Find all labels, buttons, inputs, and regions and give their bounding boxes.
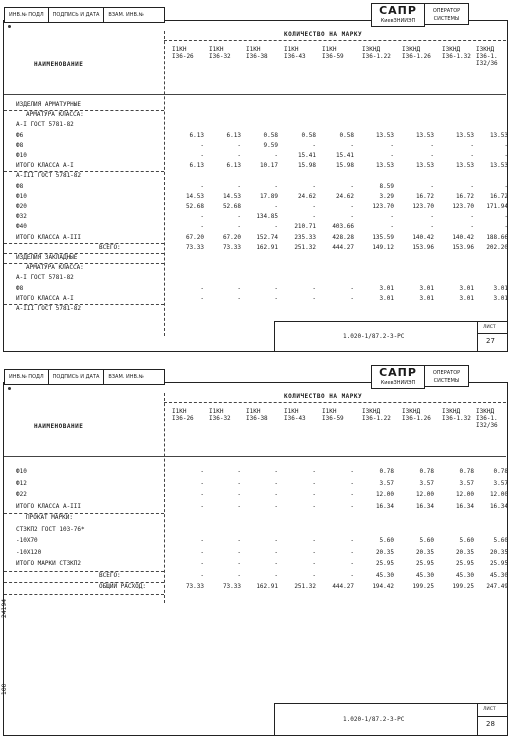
column-header: I3КНД I36-1.22 [362, 408, 391, 422]
table-cell: 20.35 [375, 548, 394, 556]
table-cell: 12.00 [415, 491, 434, 498]
row-label: ВСЕГО: [99, 571, 121, 579]
row-label: ИТОГО КЛАССА А-I [16, 162, 74, 170]
table-cell: 171.94 [486, 203, 508, 210]
table-cell: 6.13 [189, 162, 204, 170]
operator-line1: ОПЕРАТОР [432, 370, 461, 376]
stamp-cell: ПОДПИСЬ И ДАТА [49, 370, 105, 384]
table-cell: 403.66 [332, 223, 354, 231]
table-cell: - [390, 223, 394, 231]
table-cell: - [350, 571, 354, 579]
table-cell: 13.53 [375, 131, 394, 139]
table-cell: - [200, 479, 204, 487]
table-cell: 13.53 [415, 131, 434, 139]
row-label: Ф12 [16, 479, 27, 487]
row-label: -10Х120 [16, 548, 42, 556]
table-cell: - [237, 223, 241, 231]
table-cell: - [350, 294, 354, 302]
table-cell: 0.58 [301, 131, 316, 139]
column-header: I1КН I36-38 [246, 46, 268, 60]
table-cell: 199.25 [452, 583, 474, 590]
table-cell: - [350, 491, 354, 498]
table-cell: 251.32 [294, 583, 316, 590]
table-cell: - [390, 152, 394, 159]
table-cell: - [350, 141, 354, 149]
table-cell: - [274, 152, 278, 159]
table-cell: 13.53 [375, 162, 394, 170]
table-cell: 3.01 [493, 294, 508, 302]
table-cell: 16.34 [375, 502, 394, 510]
table-cell: 3.01 [379, 284, 394, 292]
row-label: Ф32 [16, 213, 27, 221]
table-cell: 73.33 [222, 583, 241, 590]
table-cell: 162.91 [256, 583, 278, 590]
corner-dot [8, 25, 11, 28]
table-cell: - [312, 571, 316, 579]
table-cell: 9.59 [263, 141, 278, 149]
table-cell: - [200, 294, 204, 302]
row-label: СТ3КП2 ГОСТ 103-76* [16, 525, 85, 533]
table-cell: - [237, 213, 241, 221]
column-header: I3КНД I36-1.26 [402, 408, 431, 422]
column-header: I1КН I36-26 [172, 408, 194, 422]
row-label: Ф8 [16, 284, 24, 292]
table-cell: 45.30 [415, 571, 434, 579]
table-cell: - [430, 152, 434, 159]
table-cell: 123.70 [372, 203, 394, 210]
table-cell: - [430, 223, 434, 231]
table-cell: - [470, 141, 474, 149]
table-cell: 73.33 [222, 243, 241, 251]
table-cell: 5.60 [459, 537, 474, 544]
table-cell: - [237, 571, 241, 579]
table-cell: 24.62 [335, 192, 354, 200]
table-cell: - [237, 182, 241, 190]
table-cell: 152.74 [256, 233, 278, 241]
table-cell: 13.53 [415, 162, 434, 170]
row-label: ИТОГО МАРКИ СТ3КП2 [16, 560, 82, 567]
table-cell: 14.53 [222, 192, 241, 200]
row-label: А-III ГОСТ 5781-82 [16, 172, 82, 180]
table-cell: - [237, 468, 241, 475]
table-cell: 3.01 [493, 284, 508, 292]
table-cell: 6.13 [226, 162, 241, 170]
table-cell: - [274, 468, 278, 475]
table-cell: 5.60 [419, 537, 434, 544]
row-label: А-I ГОСТ 5781-82 [16, 274, 74, 282]
quantity-header: КОЛИЧЕСТВО НА МАРКУ [284, 393, 363, 400]
stamp-cell: ПОДПИСЬ И ДАТА [49, 8, 105, 22]
operator-box [425, 365, 469, 387]
table-cell: - [200, 213, 204, 221]
table-cell: - [312, 294, 316, 302]
table-cell: - [312, 284, 316, 292]
table-cell: - [350, 479, 354, 487]
column-header: I3КНД I36-1.32 [442, 46, 471, 60]
table-cell: 210.71 [294, 223, 316, 231]
column-header: I3КНД I36-1. I32/36 [476, 46, 498, 67]
row-label: Ф10 [16, 468, 27, 475]
table-top-rule [4, 94, 506, 95]
table-cell: - [237, 537, 241, 544]
sapr-org: КиевЗНИИЭП [380, 18, 416, 24]
row-label: ИТОГО КЛАССА А-III [16, 233, 82, 241]
table-cell: 3.29 [379, 192, 394, 200]
column-header: I3КНД I36-1.26 [402, 46, 431, 60]
row-label: ИЗДЕЛИЯ ЗАКЛАДНЫЕ [16, 254, 78, 261]
table-cell: - [200, 223, 204, 231]
column-header: I1КН I36-32 [209, 46, 231, 60]
table-cell: - [350, 182, 354, 190]
table-cell: - [390, 213, 394, 221]
table-cell: 3.01 [459, 284, 474, 292]
table-cell: 15.98 [335, 162, 354, 170]
operator-line2: СИСТЕМЫ [433, 378, 460, 384]
sapr-title: САПР [379, 4, 417, 17]
table-cell: 25.95 [489, 560, 508, 567]
table-cell: - [312, 182, 316, 190]
sapr-logo [371, 3, 425, 27]
table-cell: 153.96 [452, 243, 474, 251]
table-cell: 135.59 [372, 233, 394, 241]
table-cell: - [200, 284, 204, 292]
table-cell: - [200, 468, 204, 475]
row-label: Ф8 [16, 182, 24, 190]
column-header: I3КНД I36-1.22 [362, 46, 391, 60]
table-cell: 45.30 [455, 571, 474, 579]
table-cell: 16.34 [489, 502, 508, 510]
table-cell: 0.58 [339, 131, 354, 139]
table-cell: 16.72 [415, 192, 434, 200]
table-cell: 0.78 [459, 468, 474, 475]
name-column-divider [164, 31, 165, 336]
table-cell: - [350, 284, 354, 292]
table-cell: - [200, 537, 204, 544]
table-cell: 140.42 [412, 233, 434, 241]
approval-stamp [4, 369, 165, 385]
table-cell: 73.33 [185, 583, 204, 590]
table-cell: 134.85 [256, 213, 278, 221]
table-cell: - [312, 537, 316, 544]
row-label: ИТОГО КЛАССА А-III [16, 502, 82, 510]
table-cell: 5.60 [493, 537, 508, 544]
sheet-label: ЛИСТ [483, 707, 496, 712]
table-cell: 3.57 [493, 479, 508, 487]
stamp-cell: ВЗАМ. ИНВ.№ [108, 374, 144, 380]
table-cell: 16.34 [455, 502, 474, 510]
table-cell: 45.30 [489, 571, 508, 579]
table-cell: - [312, 560, 316, 567]
table-cell: - [274, 284, 278, 292]
table-cell: 247.49 [486, 583, 508, 590]
table-cell: - [237, 491, 241, 498]
table-cell: - [274, 502, 278, 510]
side-mark: 24194 [1, 598, 8, 618]
table-cell: - [312, 479, 316, 487]
table-cell: 12.00 [375, 491, 394, 498]
table-cell: 194.42 [372, 583, 394, 590]
table-cell: - [390, 141, 394, 149]
column-header: I1КН I36-59 [322, 408, 344, 422]
sheet-28 [3, 366, 508, 736]
table-cell: - [237, 284, 241, 292]
table-cell: - [504, 152, 508, 159]
table-cell: - [237, 502, 241, 510]
table-cell: 3.01 [419, 294, 434, 302]
table-cell: 15.41 [335, 152, 354, 159]
table-cell: - [312, 502, 316, 510]
table-cell: 428.28 [332, 233, 354, 241]
table-cell: 444.27 [332, 583, 354, 590]
stamp-cell: ИНВ.№ ПОДЛ [5, 370, 49, 384]
stamp-cell: ВЗАМ. ИНВ.№ [108, 12, 144, 18]
column-header: I1КН I36-59 [322, 46, 344, 60]
stamp-cell: ИНВ.№ ПОДЛ [5, 8, 49, 22]
column-header: I1КН I36-26 [172, 46, 194, 60]
table-top-rule [4, 456, 506, 457]
table-cell: - [274, 479, 278, 487]
table-cell: 0.78 [493, 468, 508, 475]
row-label: АРМАТУРА КЛАССА: [26, 111, 84, 119]
header-rule [164, 402, 506, 403]
table-cell: 199.25 [412, 583, 434, 590]
table-cell: - [504, 141, 508, 149]
table-cell: - [312, 213, 316, 221]
operator-line1: ОПЕРАТОР [432, 8, 461, 14]
table-cell: - [312, 491, 316, 498]
table-cell: 3.57 [459, 479, 474, 487]
table-cell: 8.59 [379, 182, 394, 190]
table-cell: - [350, 203, 354, 210]
table-cell: 3.01 [379, 294, 394, 302]
table-cell: 73.33 [185, 243, 204, 251]
table-cell: - [312, 548, 316, 556]
table-cell: 149.12 [372, 243, 394, 251]
table-cell: 6.13 [189, 131, 204, 139]
table-cell: 15.98 [297, 162, 316, 170]
table-cell: - [200, 560, 204, 567]
row-label: -10Х70 [16, 537, 38, 544]
sapr-title: САПР [379, 366, 417, 379]
table-cell: 20.35 [489, 548, 508, 556]
table-cell: - [200, 141, 204, 149]
table-cell: - [200, 502, 204, 510]
table-cell: 3.01 [419, 284, 434, 292]
column-header: I1КН I36-32 [209, 408, 231, 422]
sapr-logo [371, 365, 425, 389]
table-cell: 0.78 [419, 468, 434, 475]
table-cell: 153.96 [412, 243, 434, 251]
table-cell: - [350, 468, 354, 475]
table-cell: - [430, 141, 434, 149]
sheet-label: ЛИСТ [483, 325, 496, 330]
table-cell: - [350, 213, 354, 221]
table-cell: 13.53 [489, 162, 508, 170]
table-cell: - [274, 560, 278, 567]
table-cell: - [504, 213, 508, 221]
table-cell: 123.70 [452, 203, 474, 210]
table-cell: 13.53 [489, 131, 508, 139]
table-cell: - [274, 548, 278, 556]
table-cell: - [274, 223, 278, 231]
row-label: А-III ГОСТ 5781-82 [16, 305, 82, 312]
table-cell: - [274, 491, 278, 498]
row-label: Ф22 [16, 491, 27, 498]
table-cell: 235.33 [294, 233, 316, 241]
table-cell: 16.72 [455, 192, 474, 200]
table-cell: - [274, 203, 278, 210]
row-label: Ф6 [16, 131, 24, 139]
table-cell: - [312, 203, 316, 210]
sheet-27 [3, 4, 508, 352]
row-label: Ф10 [16, 192, 27, 200]
table-cell: 20.35 [455, 548, 474, 556]
row-rule [4, 571, 164, 572]
table-cell: 123.70 [412, 203, 434, 210]
table-cell: - [200, 182, 204, 190]
table-cell: - [350, 502, 354, 510]
table-cell: 0.58 [263, 131, 278, 139]
table-cell: - [504, 223, 508, 231]
row-label: АРМАТУРА КЛАССА: [26, 264, 84, 272]
column-header: I1КН I36-43 [284, 46, 306, 60]
row-label: ПРОКАТ МАРКИ: [26, 514, 73, 521]
table-cell: 24.62 [297, 192, 316, 200]
operator-box [425, 3, 469, 25]
table-cell: - [470, 152, 474, 159]
table-cell: - [430, 182, 434, 190]
row-label: ИЗДЕЛИЯ АРМАТУРНЫЕ [16, 101, 82, 108]
table-cell: - [274, 571, 278, 579]
corner-dot [8, 387, 11, 390]
table-cell: 25.95 [415, 560, 434, 567]
table-cell: - [200, 548, 204, 556]
table-cell: - [200, 152, 204, 159]
title-block [274, 703, 508, 736]
table-cell: 17.89 [259, 192, 278, 200]
title-block [274, 321, 508, 352]
document-code: 1.020-1/87.2-3-РС [343, 716, 405, 723]
column-header: I3КНД I36-1.32 [442, 408, 471, 422]
table-cell: - [237, 479, 241, 487]
table-cell: - [200, 571, 204, 579]
table-cell: - [237, 152, 241, 159]
table-cell: - [470, 213, 474, 221]
table-cell: - [312, 468, 316, 475]
table-cell: 5.60 [379, 537, 394, 544]
table-cell: 202.20 [486, 243, 508, 251]
table-cell: 14.53 [185, 192, 204, 200]
column-header: I1КН I36-43 [284, 408, 306, 422]
row-label: Ф10 [16, 152, 27, 159]
approval-stamp [4, 7, 165, 23]
table-cell: 3.57 [379, 479, 394, 487]
table-cell: 16.72 [489, 192, 508, 200]
sapr-org: КиевЗНИИЭП [380, 380, 416, 386]
table-cell: 25.95 [455, 560, 474, 567]
table-cell: - [312, 141, 316, 149]
sheet-number: 27 [486, 337, 495, 345]
table-cell: - [274, 537, 278, 544]
table-cell: 20.35 [415, 548, 434, 556]
column-header: I3КНД I36-1. I32/36 [476, 408, 498, 429]
row-label: ВСЕГО: [99, 243, 121, 251]
table-cell: 12.00 [489, 491, 508, 498]
table-cell: 0.78 [379, 468, 394, 475]
table-cell: 188.66 [486, 233, 508, 241]
name-header: НАИМЕНОВАНИЕ [34, 61, 84, 68]
table-cell: - [274, 182, 278, 190]
table-cell: 3.57 [419, 479, 434, 487]
row-rule [4, 594, 164, 595]
table-cell: - [504, 182, 508, 190]
row-label: Ф8 [16, 141, 24, 149]
table-cell: 251.32 [294, 243, 316, 251]
side-mark: 100 [1, 683, 8, 695]
quantity-header: КОЛИЧЕСТВО НА МАРКУ [284, 31, 363, 38]
table-cell: 16.34 [415, 502, 434, 510]
table-cell: 3.01 [459, 294, 474, 302]
table-cell: 13.53 [455, 162, 474, 170]
row-label: Ф20 [16, 203, 27, 210]
header-rule [164, 40, 506, 41]
name-column-divider [164, 393, 165, 603]
column-header: I1КН I36-38 [246, 408, 268, 422]
row-rule [4, 243, 164, 244]
table-cell: - [350, 560, 354, 567]
table-cell: 67.20 [185, 233, 204, 241]
table-cell: 444.27 [332, 243, 354, 251]
table-cell: 15.41 [297, 152, 316, 159]
sheet-number: 28 [486, 720, 495, 728]
table-cell: 13.53 [455, 131, 474, 139]
table-cell: - [350, 537, 354, 544]
table-cell: - [274, 294, 278, 302]
row-label: ОБЩИЙ РАСХОД: [99, 583, 146, 590]
table-cell: 6.13 [226, 131, 241, 139]
table-cell: 52.68 [185, 203, 204, 210]
table-cell: - [350, 548, 354, 556]
table-cell: 140.42 [452, 233, 474, 241]
document-code: 1.020-1/87.2-3-РС [343, 333, 405, 340]
table-cell: - [200, 491, 204, 498]
table-cell: - [470, 182, 474, 190]
operator-line2: СИСТЕМЫ [433, 16, 460, 22]
row-label: Ф40 [16, 223, 27, 231]
table-cell: 67.20 [222, 233, 241, 241]
row-label: А-I ГОСТ 5781-82 [16, 121, 74, 129]
row-label: ИТОГО КЛАССА А-I [16, 294, 74, 302]
name-header: НАИМЕНОВАНИЕ [34, 423, 84, 430]
table-cell: - [237, 141, 241, 149]
table-cell: - [237, 548, 241, 556]
table-cell: 12.00 [455, 491, 474, 498]
table-cell: - [237, 560, 241, 567]
table-cell: - [430, 213, 434, 221]
table-cell: 25.95 [375, 560, 394, 567]
table-cell: 45.30 [375, 571, 394, 579]
table-cell: 52.68 [222, 203, 241, 210]
table-cell: 162.91 [256, 243, 278, 251]
table-cell: 10.17 [259, 162, 278, 170]
table-cell: - [237, 294, 241, 302]
table-cell: - [470, 223, 474, 231]
